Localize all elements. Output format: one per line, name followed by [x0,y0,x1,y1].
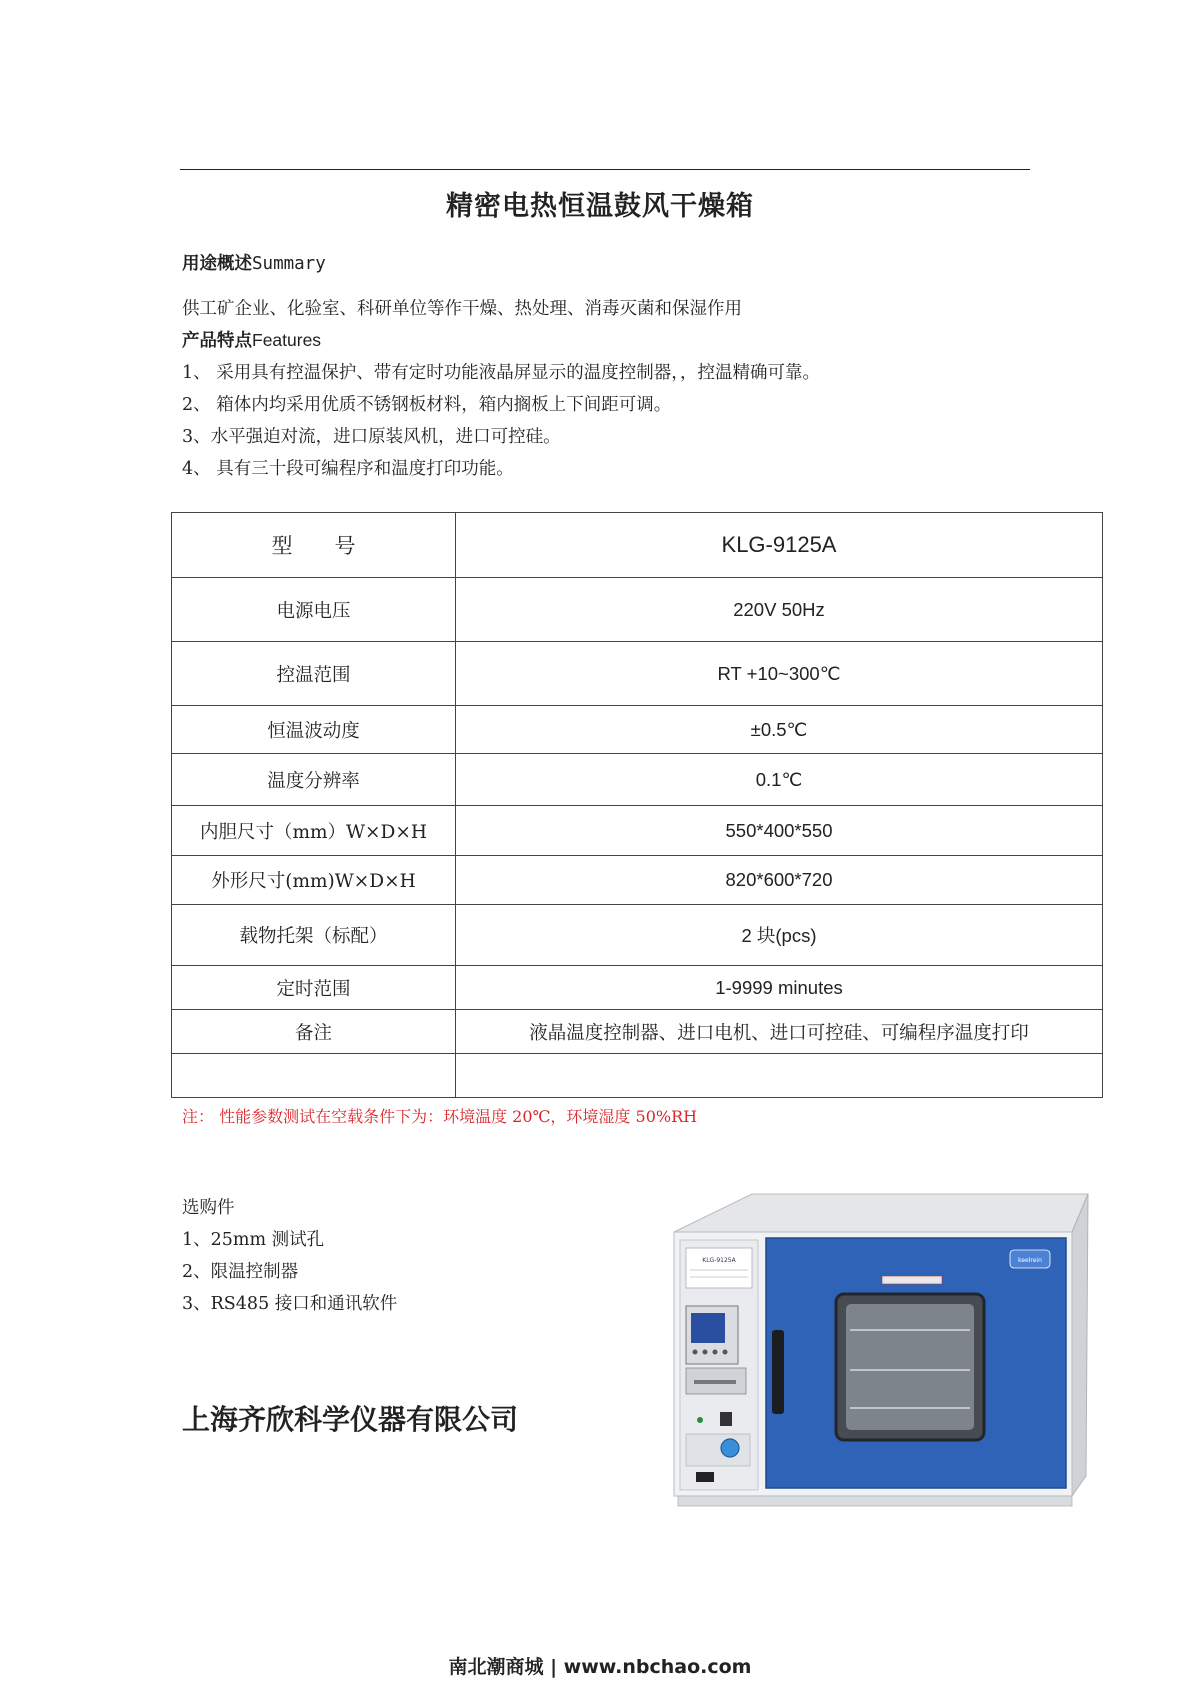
table-row [172,966,1103,1010]
summary-heading-en: Summary [252,254,326,274]
company-name: 上海齐欣科学仪器有限公司 [182,1403,519,1436]
table-row [172,806,1103,856]
table-row [172,856,1103,905]
feature-item: 4、 具有三十段可编程序和温度打印功能。 [182,459,514,479]
spec-label: 型 号 [172,513,456,578]
spec-label: 载物托架（标配） [172,905,456,966]
summary-text: 供工矿企业、化验室、科研单位等作干燥、热处理、消毒灭菌和保湿作用 [182,299,742,319]
footer-brand: 南北潮商城 | www.nbchao.com [448,1656,752,1678]
spec-value: KLG-9125A [456,513,1103,578]
brand-label: keelrein [1018,1257,1042,1264]
spec-value: RT +10~300℃ [456,642,1103,706]
header-rule [180,169,1030,170]
spec-label: 控温范围 [172,642,456,706]
features-heading-en: Features [252,330,322,350]
spec-label: 备注 [172,1010,456,1054]
option-item: 2、限温控制器 [182,1262,299,1282]
table-row [172,578,1103,642]
table-row [172,754,1103,806]
spec-label: 温度分辨率 [172,754,456,806]
option-item: 1、25mm 测试孔 [182,1230,325,1250]
feature-item: 3、水平强迫对流，进口原装风机，进口可控硅。 [182,427,561,447]
spec-value: 820*600*720 [456,856,1103,905]
spec-value: 220V 50Hz [456,578,1103,642]
table-row [172,706,1103,754]
features-heading [182,327,321,352]
options-heading: 选购件 [182,1198,235,1218]
spec-value: 550*400*550 [456,806,1103,856]
table-row [172,642,1103,706]
table-row [172,905,1103,966]
spec-value: 液晶温度控制器、进口电机、进口可控硅、可编程序温度打印 [456,1010,1103,1054]
test-condition-note: 注： 性能参数测试在空载条件下为：环境温度 20℃，环境湿度 50%RH [182,1107,698,1126]
spec-label: 内胆尺寸（mm）W×D×H [172,806,456,856]
table-row [172,1010,1103,1054]
feature-item: 2、 箱体内均采用优质不锈钢板材料，箱内搁板上下间距可调。 [182,395,672,415]
spec-value [456,1054,1103,1098]
spec-value: 1-9999 minutes [456,966,1103,1010]
table-row [172,513,1103,578]
spec-label: 恒温波动度 [172,706,456,754]
specs-table [171,512,1103,1098]
feature-item: 1、 采用具有控温保护、带有定时功能液晶屏显示的温度控制器，，控温精确可靠。 [182,363,820,383]
spec-value: 2 块(pcs) [456,905,1103,966]
summary-heading [182,250,326,275]
spec-label [172,1054,456,1098]
spec-label: 定时范围 [172,966,456,1010]
page-title: 精密电热恒温鼓风干燥箱 [446,191,754,222]
spec-label: 电源电压 [172,578,456,642]
spec-label: 外形尺寸(mm)W×D×H [172,856,456,905]
features-heading-cn: 产品特点 [182,331,252,351]
spec-value: ±0.5℃ [456,706,1103,754]
spec-value: 0.1℃ [456,754,1103,806]
drying-oven-image [660,1180,1110,1540]
option-item: 3、RS485 接口和通讯软件 [182,1294,398,1314]
panel-model-text: KLG-9125A [702,1257,736,1264]
summary-heading-cn: 用途概述 [182,254,252,274]
table-row [172,1054,1103,1098]
